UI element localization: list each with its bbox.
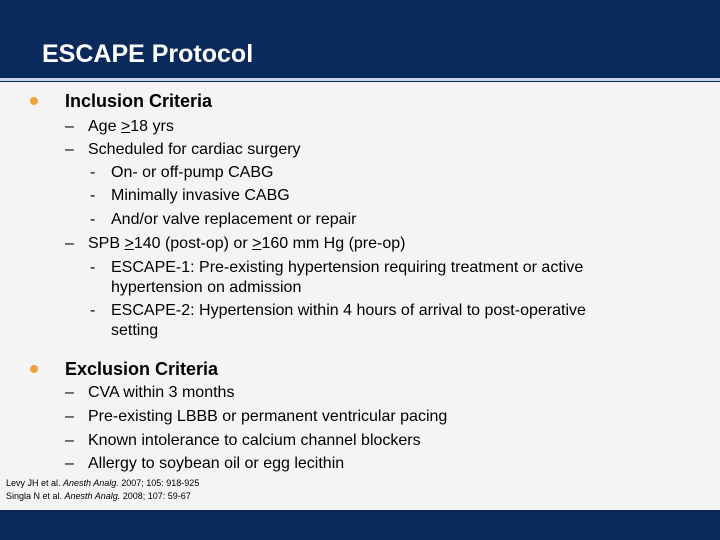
exclusion-item: CVA within 3 months [88, 384, 235, 401]
reference-line [6, 490, 199, 503]
inclusion-scheduled: Scheduled for cardiac surgery [88, 141, 301, 158]
reference-line [6, 477, 199, 490]
inclusion-heading: Inclusion Criteria [65, 91, 213, 111]
ref-journal: Anesth Analg. [64, 491, 121, 501]
ref-authors: Levy JH et al. [6, 478, 64, 488]
inclusion-sub-2: Minimally invasive CABG [111, 187, 290, 204]
hyphen-marker: - [90, 302, 96, 319]
slide-title: ESCAPE Protocol [42, 40, 254, 68]
exclusion-item: Allergy to soybean oil or egg lecithin [88, 455, 345, 472]
dash-marker: – [65, 432, 74, 449]
ref-citation: 2007; 105: 918-925 [118, 478, 200, 488]
dash-marker: – [65, 455, 74, 472]
sbp-symbol: > [252, 235, 262, 252]
age-symbol: > [120, 118, 131, 135]
age-value: 18 yrs [130, 118, 174, 135]
escape1-line-1: ESCAPE-1: Pre-existing hypertension requiring treatment or active [111, 259, 584, 276]
exclusion-heading: Exclusion Criteria [65, 359, 219, 379]
footer-bar [0, 510, 720, 540]
sbp-preop: 160 mm Hg (pre-op) [261, 235, 406, 252]
escape2-line-1: ESCAPE-2: Hypertension within 4 hours of arrival to post-operative [111, 302, 586, 319]
inclusion-sub-1: On- or off-pump CABG [111, 164, 274, 181]
hyphen-marker: - [90, 259, 96, 276]
sbp-postop: 140 (post-op) or [133, 235, 253, 252]
hyphen-marker: - [90, 187, 96, 204]
age-label: Age [88, 118, 121, 135]
escape1-line-2: hypertension on admission [111, 279, 302, 296]
inclusion-age [88, 118, 174, 136]
escape2-line-2: setting [111, 322, 159, 339]
ref-journal: Anesth Analg. [63, 478, 119, 488]
dash-marker: – [65, 384, 74, 401]
inclusion-sub-3: And/or valve replacement or repair [111, 211, 357, 228]
exclusion-item: Pre-existing LBBB or permanent ventricular pacing [88, 408, 448, 425]
dash-marker: – [65, 235, 74, 252]
sbp-symbol: > [124, 235, 134, 252]
inclusion-sbp [88, 235, 405, 253]
bullet-dot-icon [30, 365, 38, 373]
ref-authors: Singla N et al. [6, 491, 65, 501]
dash-marker: – [65, 118, 74, 135]
ref-citation: 2008; 107: 59-67 [120, 491, 191, 501]
references [6, 477, 199, 503]
hyphen-marker: - [90, 211, 96, 228]
sbp-label: SPB [88, 235, 125, 252]
exclusion-item: Known intolerance to calcium channel blockers [88, 432, 421, 449]
hyphen-marker: - [90, 164, 96, 181]
dash-marker: – [65, 141, 74, 158]
dash-marker: – [65, 408, 74, 425]
bullet-dot-icon [30, 97, 38, 105]
